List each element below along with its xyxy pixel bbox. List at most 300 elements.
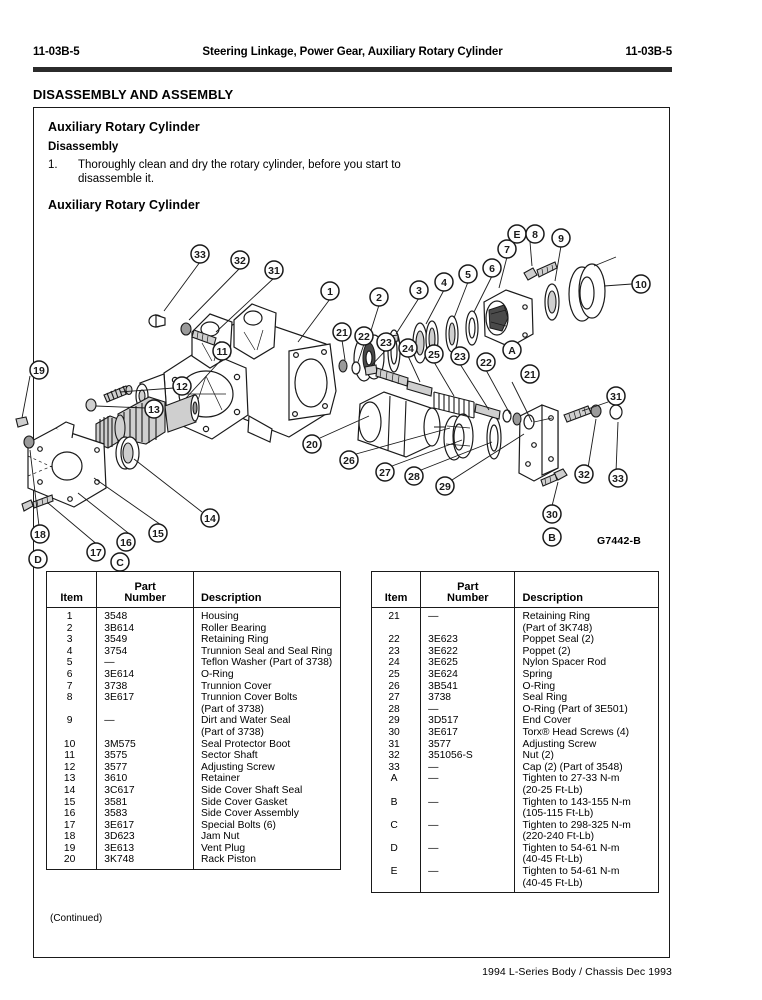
table-row bbox=[47, 646, 340, 658]
description-line-continued: (20-25 Ft-Lb) bbox=[522, 784, 583, 796]
cell-part-number: 3577 bbox=[97, 762, 194, 774]
callout-12 bbox=[173, 377, 191, 395]
cell-description bbox=[515, 739, 658, 751]
callout-D bbox=[29, 550, 47, 568]
callout-A bbox=[503, 341, 521, 359]
svg-text:26: 26 bbox=[343, 455, 355, 467]
cell-item: 19 bbox=[47, 843, 97, 855]
cell-description bbox=[193, 623, 340, 635]
cell-part-number: 3E617 bbox=[97, 692, 194, 715]
figure-heading: Auxiliary Rotary Cylinder bbox=[48, 198, 200, 212]
cell-description bbox=[193, 669, 340, 681]
description-line: Jam Nut bbox=[200, 831, 240, 843]
column-header-part-line2: Number bbox=[124, 592, 166, 605]
part-trunnion-cover bbox=[484, 290, 533, 347]
table-row bbox=[372, 797, 658, 820]
cell-item: 27 bbox=[372, 692, 421, 704]
svg-text:22: 22 bbox=[358, 331, 370, 343]
part-vent-plug bbox=[16, 417, 28, 427]
part-seal-protector-boot bbox=[569, 257, 616, 321]
column-header-part-number bbox=[97, 572, 194, 608]
callout-24 bbox=[399, 339, 417, 357]
callout-13 bbox=[145, 400, 163, 418]
svg-text:32: 32 bbox=[578, 469, 590, 481]
cell-part-number: 3E613 bbox=[97, 843, 194, 855]
svg-text:11: 11 bbox=[216, 346, 228, 358]
svg-text:31: 31 bbox=[610, 391, 622, 403]
callout-17 bbox=[87, 543, 105, 561]
cell-item: 28 bbox=[372, 704, 421, 716]
table-row bbox=[372, 681, 658, 693]
svg-text:E: E bbox=[513, 229, 521, 241]
cell-part-number: 351056-S bbox=[421, 750, 515, 762]
svg-text:C: C bbox=[116, 557, 124, 569]
table-row bbox=[372, 704, 658, 716]
cell-item: 13 bbox=[47, 773, 97, 785]
cell-description bbox=[193, 646, 340, 658]
table-row bbox=[372, 762, 658, 774]
callout-B bbox=[543, 528, 561, 546]
part-oring-6 bbox=[466, 311, 478, 345]
cell-description bbox=[515, 657, 658, 669]
cell-part-number: 3610 bbox=[97, 773, 194, 785]
cell-part-number: 3738 bbox=[421, 692, 515, 704]
cell-description bbox=[515, 750, 658, 762]
cell-description bbox=[515, 773, 658, 796]
callout-11 bbox=[213, 342, 231, 360]
callout-28 bbox=[405, 467, 423, 485]
cell-description bbox=[193, 657, 340, 669]
table-row bbox=[372, 646, 658, 658]
cell-item: 3 bbox=[47, 634, 97, 646]
svg-text:21: 21 bbox=[336, 327, 348, 339]
callout-26 bbox=[340, 451, 358, 469]
table-row bbox=[372, 634, 658, 646]
callout-31-right bbox=[607, 387, 625, 405]
cell-item: 33 bbox=[372, 762, 421, 774]
cell-item: 10 bbox=[47, 739, 97, 751]
table-row bbox=[47, 785, 340, 797]
description-line: Rack Piston bbox=[200, 854, 256, 866]
description-line: Roller Bearing bbox=[200, 622, 267, 634]
description-line: Seal Ring bbox=[522, 692, 568, 704]
svg-text:21: 21 bbox=[524, 369, 536, 381]
description-line-continued: (Part of 3738) bbox=[200, 703, 264, 715]
svg-text:D: D bbox=[34, 554, 42, 566]
callout-25 bbox=[425, 345, 443, 363]
column-header-item: Item bbox=[47, 572, 97, 608]
cell-description bbox=[515, 866, 658, 892]
svg-text:6: 6 bbox=[489, 263, 495, 275]
cell-part-number: 3E614 bbox=[97, 669, 194, 681]
part-trunnion-cover-bolt bbox=[524, 262, 557, 280]
cell-item: 1 bbox=[47, 608, 97, 623]
cell-description bbox=[515, 608, 658, 635]
svg-text:22: 22 bbox=[480, 357, 492, 369]
cell-description bbox=[515, 669, 658, 681]
table-row bbox=[47, 750, 340, 762]
exploded-view-illustration bbox=[33, 216, 671, 569]
callout-15 bbox=[149, 524, 167, 542]
cell-part-number: 3E624 bbox=[421, 669, 515, 681]
column-header-description: Description bbox=[193, 572, 340, 608]
cell-part-number: 3754 bbox=[97, 646, 194, 658]
description-line: Retaining Ring bbox=[522, 611, 591, 622]
callout-23-left bbox=[377, 333, 395, 351]
description-line: Poppet (2) bbox=[522, 645, 571, 657]
svg-text:32: 32 bbox=[234, 255, 246, 267]
cell-item: 12 bbox=[47, 762, 97, 774]
table-row bbox=[47, 608, 340, 623]
part-side-cover-seal bbox=[116, 437, 139, 469]
callout-27 bbox=[376, 463, 394, 481]
cell-description bbox=[193, 762, 340, 774]
cell-part-number: — bbox=[421, 797, 515, 820]
cell-part-number: — bbox=[421, 773, 515, 796]
page-number-left: 11-03B-5 bbox=[33, 46, 80, 58]
cell-description bbox=[515, 762, 658, 774]
cell-part-number: 3583 bbox=[97, 808, 194, 820]
step-number: 1. bbox=[48, 159, 58, 171]
cell-part-number: — bbox=[421, 843, 515, 866]
content-frame bbox=[33, 107, 670, 958]
cell-description bbox=[515, 843, 658, 866]
table-row bbox=[47, 681, 340, 693]
svg-text:24: 24 bbox=[402, 343, 414, 355]
cell-part-number: — bbox=[97, 657, 194, 669]
step-text: Thoroughly clean and dry the rotary cylinder, before you start to disassemble it. bbox=[78, 159, 401, 185]
cell-part-number: 3B614 bbox=[97, 623, 194, 635]
cell-item: 32 bbox=[372, 750, 421, 762]
part-jam-nut bbox=[24, 436, 34, 448]
cell-part-number: — bbox=[421, 608, 515, 635]
svg-text:9: 9 bbox=[558, 233, 564, 245]
cell-item: A bbox=[372, 773, 421, 796]
column-header-part-line1: Part bbox=[457, 580, 479, 593]
cell-description bbox=[515, 634, 658, 646]
cell-part-number: 3E617 bbox=[97, 820, 194, 832]
description-line: Cap (2) (Part of 3548) bbox=[522, 761, 623, 773]
cell-part-number: 3K748 bbox=[97, 854, 194, 869]
cell-part-number: 3B541 bbox=[421, 681, 515, 693]
callout-14 bbox=[201, 509, 219, 527]
callout-29 bbox=[436, 477, 454, 495]
page-title: Steering Linkage, Power Gear, Auxiliary Rotary Cylinder bbox=[202, 46, 503, 58]
column-header-part-line2: Number bbox=[447, 592, 489, 605]
cell-description bbox=[193, 808, 340, 820]
cell-description bbox=[193, 797, 340, 809]
cell-item: C bbox=[372, 820, 421, 843]
table-row bbox=[47, 808, 340, 820]
cell-item: 18 bbox=[47, 831, 97, 843]
column-header-item: Item bbox=[372, 572, 421, 608]
cell-item: 24 bbox=[372, 657, 421, 669]
callout-22-right bbox=[477, 353, 495, 371]
cell-description bbox=[193, 785, 340, 797]
procedure-title: Auxiliary Rotary Cylinder bbox=[48, 120, 200, 134]
description-line: Tighten to 298-325 N-m bbox=[522, 819, 631, 831]
description-line: Tighten to 143-155 N-m bbox=[522, 796, 631, 808]
part-end-cover bbox=[519, 405, 558, 481]
table-row bbox=[47, 797, 340, 809]
cell-description bbox=[515, 715, 658, 727]
svg-text:27: 27 bbox=[379, 467, 391, 479]
svg-text:31: 31 bbox=[268, 265, 280, 277]
description-line: Retaining Ring bbox=[200, 634, 269, 646]
svg-text:2: 2 bbox=[376, 292, 382, 304]
parts-table-left bbox=[46, 571, 341, 870]
svg-text:8: 8 bbox=[532, 229, 538, 241]
cell-part-number: 3E617 bbox=[421, 727, 515, 739]
svg-text:1: 1 bbox=[327, 286, 333, 298]
description-line-continued: (40-45 Ft-Lb) bbox=[522, 854, 583, 866]
svg-text:29: 29 bbox=[439, 481, 451, 493]
table-row bbox=[47, 715, 340, 738]
cell-description bbox=[193, 843, 340, 855]
svg-text:16: 16 bbox=[120, 537, 132, 549]
cell-item: B bbox=[372, 797, 421, 820]
description-line: Retainer bbox=[200, 773, 240, 785]
parts-table-right bbox=[371, 571, 659, 893]
callout-10 bbox=[632, 275, 650, 293]
header-divider-rule bbox=[33, 67, 672, 72]
callout-1 bbox=[321, 282, 339, 300]
description-line-continued: (220-240 Ft-Lb) bbox=[522, 831, 595, 843]
cell-item: 14 bbox=[47, 785, 97, 797]
procedure-step bbox=[48, 159, 448, 186]
intro-block bbox=[48, 120, 448, 219]
cell-part-number: — bbox=[421, 866, 515, 892]
svg-text:23: 23 bbox=[454, 351, 466, 363]
part-adjusting-screw-left bbox=[104, 386, 132, 403]
cell-item: 15 bbox=[47, 797, 97, 809]
svg-text:19: 19 bbox=[33, 365, 45, 377]
cell-description bbox=[515, 704, 658, 716]
cell-part-number: 3549 bbox=[97, 634, 194, 646]
cell-part-number: 3575 bbox=[97, 750, 194, 762]
table-row bbox=[47, 773, 340, 785]
description-line-continued: (40-45 Ft-Lb) bbox=[522, 877, 583, 889]
callout-33-upper bbox=[191, 245, 209, 263]
svg-text:25: 25 bbox=[428, 349, 440, 361]
description-line: Adjusting Screw bbox=[200, 761, 275, 773]
description-line: Trunnion Seal and Seal Ring bbox=[200, 645, 333, 657]
table-row bbox=[47, 843, 340, 855]
description-line: Trunnion Cover bbox=[200, 680, 272, 692]
svg-text:20: 20 bbox=[306, 439, 318, 451]
callout-2 bbox=[370, 288, 388, 306]
description-line: Poppet Seal (2) bbox=[522, 634, 595, 646]
table-row bbox=[372, 773, 658, 796]
table-row bbox=[47, 820, 340, 832]
svg-text:23: 23 bbox=[380, 337, 392, 349]
table-row bbox=[372, 692, 658, 704]
cell-item: D bbox=[372, 843, 421, 866]
callout-C bbox=[111, 553, 129, 571]
svg-text:14: 14 bbox=[204, 513, 216, 525]
description-line: Dirt and Water Seal bbox=[200, 715, 291, 727]
description-line: Side Cover Shaft Seal bbox=[200, 784, 303, 796]
description-line: Vent Plug bbox=[200, 842, 246, 854]
description-line: Side Cover Gasket bbox=[200, 796, 288, 808]
cell-part-number: 3E622 bbox=[421, 646, 515, 658]
svg-text:4: 4 bbox=[441, 277, 447, 289]
callout-bubbles bbox=[29, 225, 650, 571]
cell-item: 22 bbox=[372, 634, 421, 646]
svg-text:33: 33 bbox=[612, 473, 624, 485]
part-cap-33-upper bbox=[149, 315, 165, 327]
cell-item: 29 bbox=[372, 715, 421, 727]
callout-19 bbox=[30, 361, 48, 379]
continued-note: (Continued) bbox=[50, 913, 103, 924]
table-row bbox=[372, 669, 658, 681]
callout-21-left bbox=[333, 323, 351, 341]
cell-item: 26 bbox=[372, 681, 421, 693]
description-line: Spring bbox=[522, 668, 553, 680]
part-oring-26-seal-ring-27 bbox=[444, 414, 473, 460]
callout-33-right bbox=[609, 469, 627, 487]
cell-description bbox=[193, 739, 340, 751]
callout-31-upper bbox=[265, 261, 283, 279]
table-row bbox=[47, 739, 340, 751]
cell-part-number: — bbox=[97, 715, 194, 738]
callout-18 bbox=[31, 525, 49, 543]
description-line: Tighten to 54-61 N-m bbox=[522, 842, 620, 854]
column-header-part-line1: Part bbox=[134, 580, 156, 593]
section-heading: DISASSEMBLY AND ASSEMBLY bbox=[33, 87, 234, 102]
callout-30 bbox=[543, 505, 561, 523]
description-line: Torx® Head Screws (4) bbox=[522, 726, 630, 738]
callout-20 bbox=[303, 435, 321, 453]
part-teflon-washer-5 bbox=[446, 316, 458, 352]
description-line: Tighten to 27-33 N-m bbox=[522, 773, 620, 785]
svg-text:17: 17 bbox=[90, 547, 102, 559]
svg-text:18: 18 bbox=[34, 529, 46, 541]
table-row bbox=[47, 831, 340, 843]
part-dirt-water-seal bbox=[545, 284, 559, 320]
cell-item: 8 bbox=[47, 692, 97, 715]
cell-description bbox=[193, 608, 340, 623]
cell-item: 30 bbox=[372, 727, 421, 739]
table-row bbox=[47, 623, 340, 635]
svg-text:15: 15 bbox=[152, 528, 164, 540]
svg-text:12: 12 bbox=[176, 381, 188, 393]
cell-description bbox=[193, 692, 340, 715]
cell-item: 17 bbox=[47, 820, 97, 832]
callout-5 bbox=[459, 265, 477, 283]
part-retainer bbox=[86, 399, 96, 411]
description-line-continued: (Part of 3738) bbox=[200, 726, 264, 738]
cell-description bbox=[193, 715, 340, 738]
cell-description bbox=[515, 692, 658, 704]
cell-part-number: 3E623 bbox=[421, 634, 515, 646]
cell-part-number: 3738 bbox=[97, 681, 194, 693]
page-footer bbox=[0, 966, 672, 978]
table-row bbox=[372, 657, 658, 669]
description-line: Housing bbox=[200, 611, 239, 622]
callout-32-upper bbox=[231, 251, 249, 269]
description-line: Nylon Spacer Rod bbox=[522, 657, 607, 669]
svg-text:28: 28 bbox=[408, 471, 420, 483]
svg-text:33: 33 bbox=[194, 249, 206, 261]
description-line: Special Bolts (6) bbox=[200, 819, 276, 831]
footer-text: 1994 L-Series Body / Chassis Dec 1993 bbox=[482, 966, 672, 978]
table-row bbox=[47, 854, 340, 869]
svg-text:5: 5 bbox=[465, 269, 471, 281]
cell-item: 16 bbox=[47, 808, 97, 820]
description-line: Tighten to 54-61 N-m bbox=[522, 866, 620, 878]
description-line: Teflon Washer (Part of 3738) bbox=[200, 657, 333, 669]
cell-item: 6 bbox=[47, 669, 97, 681]
column-header-description: Description bbox=[515, 572, 658, 608]
cell-part-number: 3581 bbox=[97, 797, 194, 809]
procedure-subtitle: Disassembly bbox=[48, 141, 119, 153]
callout-9 bbox=[552, 229, 570, 247]
cell-item: 23 bbox=[372, 646, 421, 658]
description-line-continued: (Part of 3K748) bbox=[522, 622, 593, 634]
callout-16 bbox=[117, 533, 135, 551]
cell-item: 21 bbox=[372, 608, 421, 635]
callout-4 bbox=[435, 273, 453, 291]
table-header-row bbox=[372, 572, 658, 608]
callout-22-left bbox=[355, 327, 373, 345]
table-row bbox=[372, 739, 658, 751]
cell-description bbox=[193, 831, 340, 843]
callout-8 bbox=[526, 225, 544, 243]
cell-part-number: 3577 bbox=[421, 739, 515, 751]
table-row bbox=[372, 843, 658, 866]
svg-text:7: 7 bbox=[504, 244, 510, 256]
cell-item: 9 bbox=[47, 715, 97, 738]
cell-description bbox=[193, 854, 340, 869]
part-side-cover bbox=[28, 422, 106, 507]
cell-item: 25 bbox=[372, 669, 421, 681]
cell-description bbox=[515, 727, 658, 739]
callout-23-right bbox=[451, 347, 469, 365]
table-row bbox=[372, 820, 658, 843]
cell-part-number: 3E625 bbox=[421, 657, 515, 669]
part-housing bbox=[136, 304, 336, 442]
part-nut-32-upper bbox=[181, 323, 191, 335]
cell-item: E bbox=[372, 866, 421, 892]
table-row bbox=[372, 608, 658, 635]
svg-text:3: 3 bbox=[416, 285, 422, 297]
cell-description bbox=[515, 646, 658, 658]
table-row bbox=[372, 750, 658, 762]
cell-item: 2 bbox=[47, 623, 97, 635]
cell-part-number: — bbox=[421, 704, 515, 716]
svg-text:B: B bbox=[548, 532, 556, 544]
table-row bbox=[47, 762, 340, 774]
cell-item: 20 bbox=[47, 854, 97, 869]
cell-description bbox=[515, 820, 658, 843]
table-row bbox=[47, 669, 340, 681]
cell-description bbox=[193, 773, 340, 785]
description-line: Nut (2) bbox=[522, 750, 554, 762]
cell-part-number: 3D623 bbox=[97, 831, 194, 843]
cell-item: 11 bbox=[47, 750, 97, 762]
cell-item: 4 bbox=[47, 646, 97, 658]
cell-description bbox=[193, 750, 340, 762]
description-line: O-Ring bbox=[200, 668, 234, 680]
description-line: Adjusting Screw bbox=[522, 738, 597, 750]
callout-E bbox=[508, 225, 526, 243]
description-line: End Cover bbox=[522, 715, 572, 727]
cell-part-number: — bbox=[421, 762, 515, 774]
svg-text:10: 10 bbox=[635, 279, 647, 291]
svg-text:30: 30 bbox=[546, 509, 558, 521]
page-number-right: 11-03B-5 bbox=[625, 46, 672, 58]
